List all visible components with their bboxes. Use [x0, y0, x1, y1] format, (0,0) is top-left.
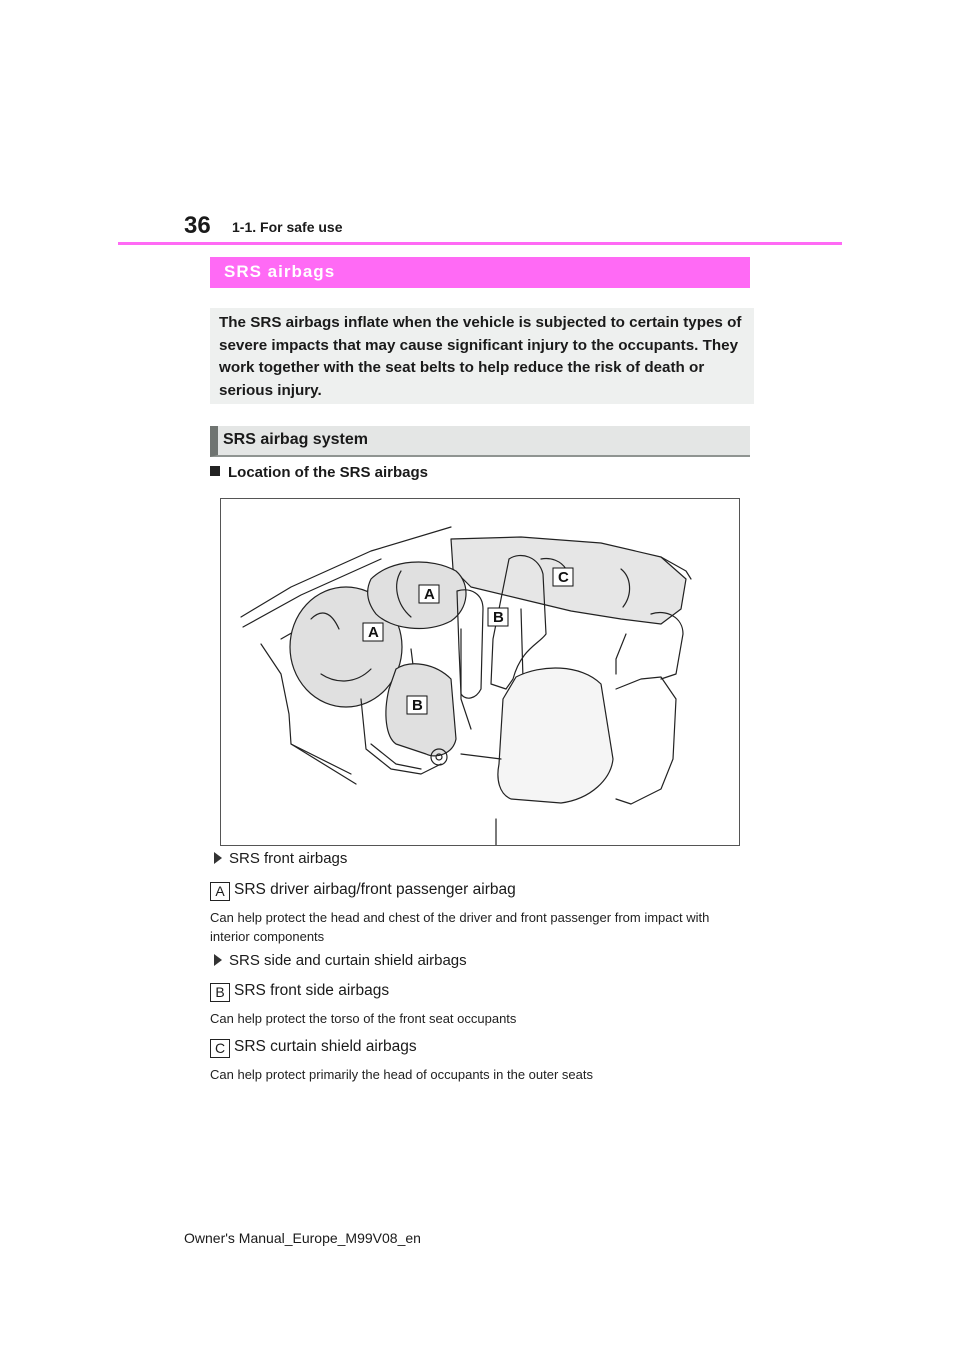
- triangle-bullet-icon: [214, 852, 222, 864]
- section-reference: 1-1. For safe use: [232, 219, 343, 235]
- figure-label-a-passenger: A: [424, 586, 435, 603]
- car-interior-illustration: [221, 499, 739, 845]
- figure-label-c: C: [558, 569, 569, 586]
- item-a-title: SRS driver airbag/front passenger airbag: [234, 881, 516, 898]
- section-title: SRS airbags: [210, 257, 750, 288]
- header-rule: [118, 242, 842, 245]
- front-airbags-group-text: SRS front airbags: [229, 850, 348, 867]
- intro-text: The SRS airbags inflate when the vehicle is subjected to certain types of severe impacts that may cause significant injury to the occupants. They work together with the seat belts to help reduce the risk of death or serious injury.: [219, 314, 742, 399]
- item-a-description: Can help protect the head and chest of the driver and front passenger from impact with interior components: [210, 910, 710, 944]
- figure-label-b-far: B: [493, 609, 504, 626]
- label-b-badge: B: [210, 983, 230, 1002]
- item-a: [210, 881, 516, 901]
- intro-box: [210, 308, 754, 404]
- footer-manual-id: Owner's Manual_Europe_M99V08_en: [184, 1230, 421, 1246]
- figure-label-b-driver: B: [412, 697, 423, 714]
- label-c-badge: C: [210, 1039, 230, 1058]
- side-airbags-group-text: SRS side and curtain shield airbags: [229, 952, 467, 969]
- item-b-title: SRS front side airbags: [234, 982, 390, 999]
- item-b: [210, 982, 389, 1002]
- item-c-description: Can help protect primarily the head of occupants in the outer seats: [210, 1067, 593, 1082]
- figure-label-a-driver: A: [368, 624, 379, 641]
- location-heading-text: Location of the SRS airbags: [228, 464, 429, 481]
- item-b-description: Can help protect the torso of the front seat occupants: [210, 1011, 517, 1026]
- page-number: 36: [184, 212, 211, 239]
- airbag-location-figure: [220, 498, 740, 846]
- front-airbags-group: [214, 850, 347, 867]
- side-airbags-group: [214, 952, 467, 969]
- item-c-title: SRS curtain shield airbags: [234, 1038, 417, 1055]
- subsection-title: SRS airbag system: [210, 426, 750, 457]
- triangle-bullet-icon: [214, 954, 222, 966]
- label-a-badge: A: [210, 882, 230, 901]
- square-bullet-icon: [210, 466, 220, 476]
- item-c: [210, 1038, 417, 1058]
- location-heading: [210, 464, 428, 481]
